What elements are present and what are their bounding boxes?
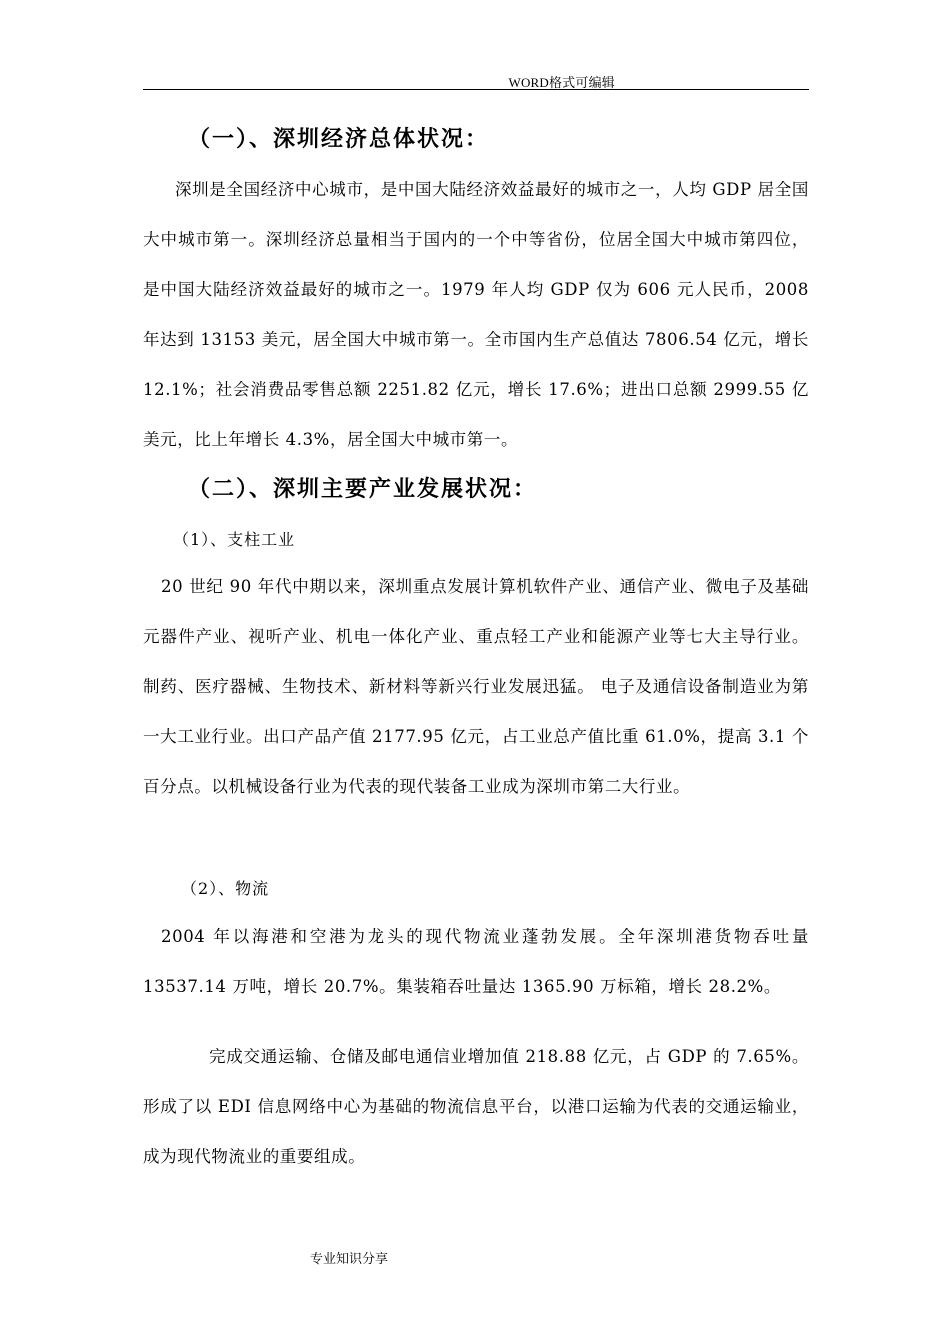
- subsection-1-paragraph: 20 世纪 90 年代中期以来，深圳重点发展计算机软件产业、通信产业、微电子及基础元器件产业、视听产业、机电一体化产业、重点轻工产业和能源产业等七大主导行业。制药、医疗器械、生物技术、新材料等新兴行业发展迅猛。 电子及通信设备制造业为第一大工业行业。出口产品产值 2177.95 亿元，占工业总产值比重 61.0%，提高 3.1 个百分点。以机械设备行业为代表的现代装备工业成为深圳市第二大行业。: [143, 577, 809, 796]
- page-footer: 专业知识分享: [310, 1251, 389, 1266]
- section-1-heading: （一）、深圳经济总体状况：: [188, 126, 490, 152]
- subsection-2-title: （2）、物流: [181, 879, 270, 898]
- subsection-1-title: （1）、支柱工业: [173, 530, 296, 549]
- subsection-2-paragraph-2: 完成交通运输、仓储及邮电通信业增加值 218.88 亿元，占 GDP 的 7.65%。形成了以 EDI 信息网络中心为基础的物流信息平台，以港口运输为代表的交通运输业，成为现代物流业的重要组成。: [143, 1047, 809, 1166]
- header-rule: [143, 89, 809, 90]
- section-1-paragraph: 深圳是全国经济中心城市，是中国大陆经济效益最好的城市之一，人均 GDP 居全国大中城市第一。深圳经济总量相当于国内的一个中等省份，位居全国大中城市第四位，是中国大陆经济效益最好的城市之一。1979 年人均 GDP 仅为 606 元人民币，2008 年达到 13153 美元，居全国大中城市第一。全市国内生产总值达 7806.54 亿元，增长 12.1%；社会消费品零售总额 2251.82 亿元，增长 17.6%；进出口总额 2999.55 亿美元，比上年增长 4.3%，居全国大中城市第一。: [143, 180, 809, 449]
- page-header: WORD格式可编辑: [508, 75, 615, 90]
- subsection-2-paragraph-1: 2004 年以海港和空港为龙头的现代物流业蓬勃发展。全年深圳港货物吞吐量 13537.14 万吨，增长 20.7%。集装箱吞吐量达 1365.90 万标箱，增长 28.2%。: [143, 927, 809, 996]
- section-2-heading: （二）、深圳主要产业发展状况：: [188, 476, 538, 502]
